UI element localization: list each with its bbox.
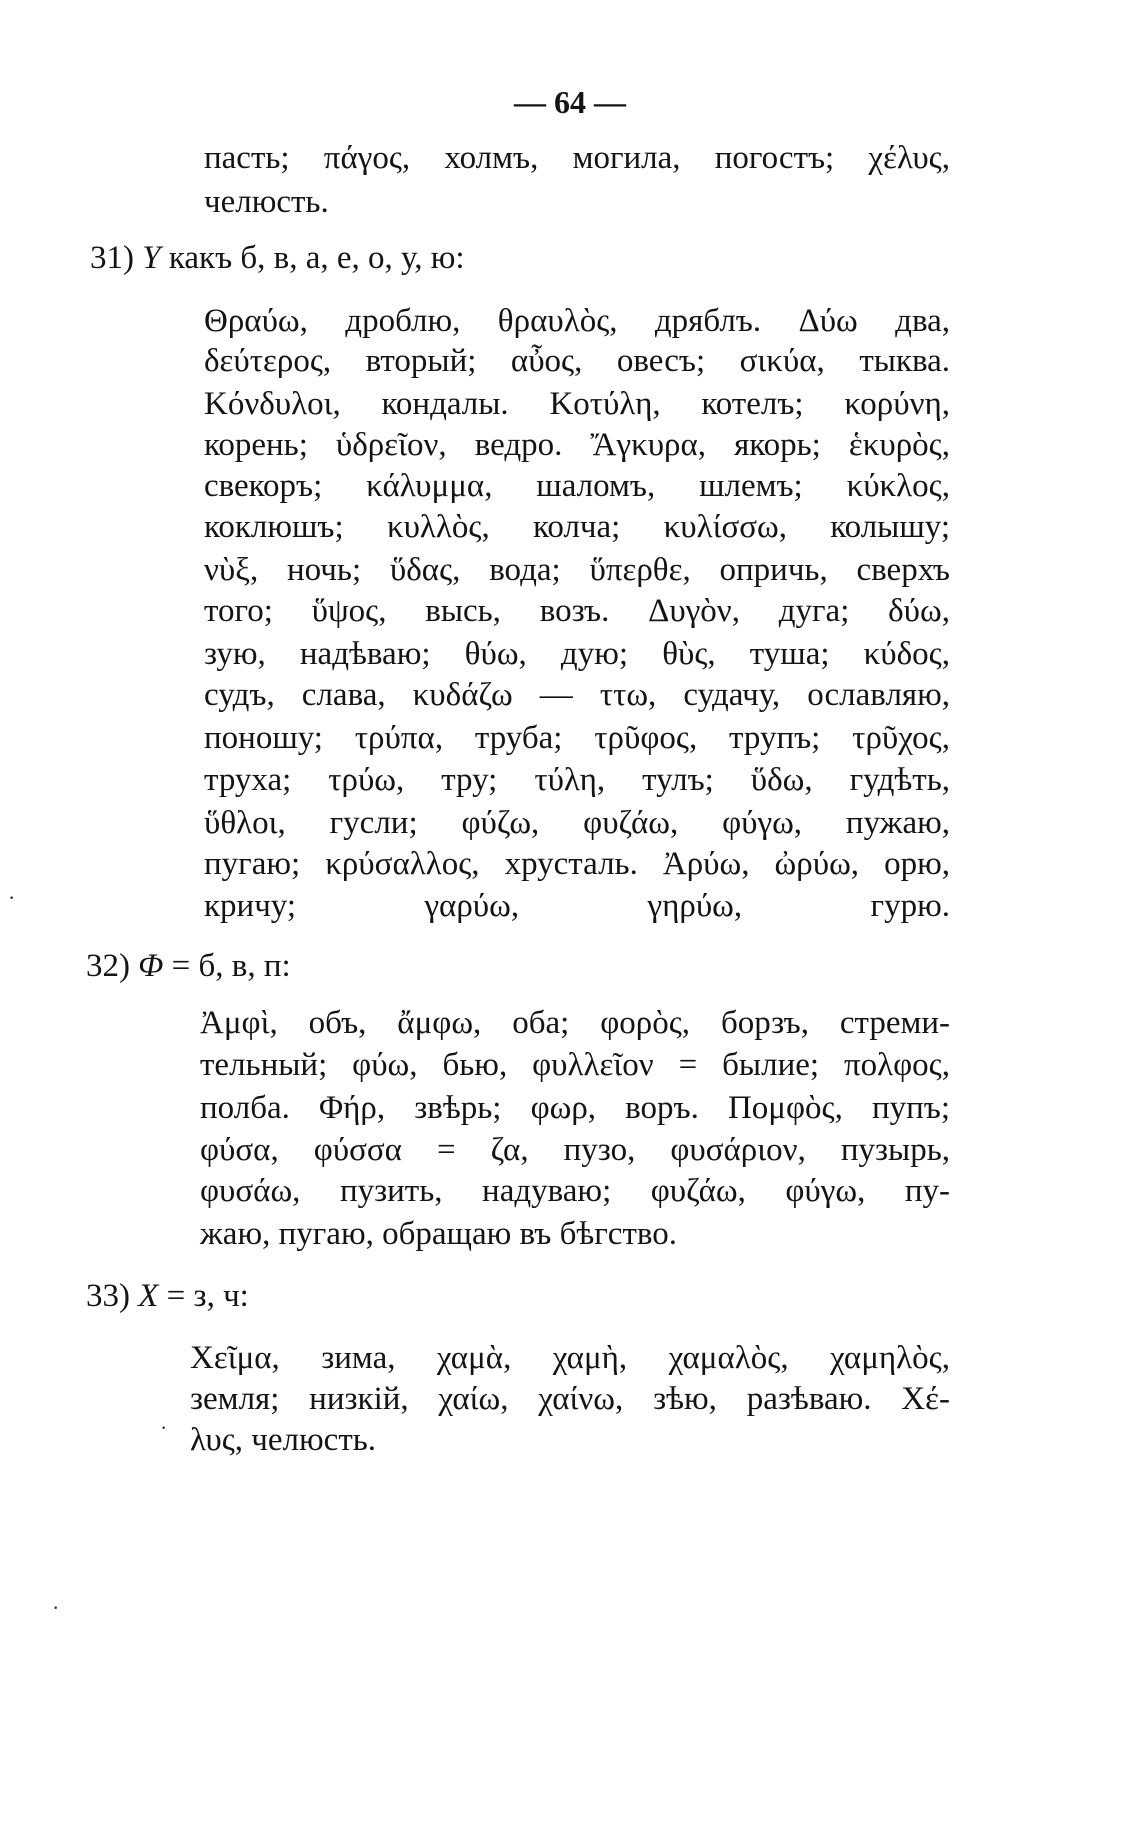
section-letter: Υ <box>142 240 161 276</box>
section-heading-32 <box>86 948 291 985</box>
text-line: Θραύω, дроблю, θραυλὸς, дряблъ. Δύω два, <box>204 303 950 339</box>
section-heading-31 <box>90 240 465 277</box>
text-line: полба. Φήρ, звѣрь; φωρ, воръ. Πομφὸς, пупъ; <box>200 1090 950 1126</box>
text-line: тельный; φύω, бью, φυλλεῖον = былие; πολφος, <box>200 1047 950 1083</box>
print-speck: · <box>160 1415 168 1440</box>
text-line: Χεῖμα, зима, χαμὰ, χαμὴ, χαμαλὸς, χαμηλὸς, <box>190 1340 950 1376</box>
section-rule: = з, ч: <box>166 1278 249 1314</box>
text-line: жаю, пугаю, обращаю въ бѣгство. <box>200 1216 677 1252</box>
section-rule: какъ б, в, а, е, о, у, ю: <box>168 240 465 276</box>
text-line: зую, надѣваю; θύω, дую; θὺς, туша; κύδος, <box>204 636 950 672</box>
text-line: Κόνδυλοι, кондалы. Κοτύλη, котелъ; κορύνη, <box>204 386 950 422</box>
text-line: νὺξ, ночь; ὕδας, вода; ὕπερθε, опричь, сверхъ <box>204 552 950 588</box>
text-line: Ἀμφὶ, объ, ἄμφω, оба; φορὸς, борзъ, стреми- <box>200 1005 950 1041</box>
text-line: ὕθλοι, гусли; φύζω, φυζάω, φύγω, пужаю, <box>204 805 950 841</box>
text-line: пасть; πάγος, холмъ, могила, погостъ; χέλυς, <box>204 140 950 176</box>
section-rule: = б, в, п: <box>171 948 291 984</box>
page-number: — 64 — <box>514 84 626 120</box>
text-line: труха; τρύω, тру; τύλη, тулъ; ὕδω, гудѣть, <box>204 762 950 798</box>
text-line: корень; ὑδρεῖον, ведро. Ἄγκυρα, якорь; ἑκυρὸς, <box>204 427 950 463</box>
text-line: пугаю; κρύσαλλος, хрусталь. Ἀρύω, ὠρύω, орю, <box>204 846 950 882</box>
text-line: φύσα, φύσσα = ζα, пузо, φυσάριον, пузырь, <box>200 1132 950 1168</box>
section-number: 32) <box>86 948 130 984</box>
print-speck: · <box>52 1595 60 1620</box>
text-line: земля; низкій, χαίω, χαίνω, зѣю, разѣваю. Χέ- <box>190 1381 950 1417</box>
text-line: кричу; γαρύω, γηρύω, гурю. <box>204 888 950 924</box>
text-line: того; ὕψος, высь, возъ. Δυγὸν, дуга; δύω, <box>204 593 950 629</box>
text-line: λυς, челюсть. <box>190 1422 377 1458</box>
text-line: свекоръ; κάλυμμα, шаломъ, шлемъ; κύκλος, <box>204 468 950 504</box>
print-speck: · <box>8 885 16 910</box>
section-letter: Χ <box>138 1278 159 1314</box>
text-line: поношу; τρύπα, труба; τρῦφος, трупъ; τρῦχος, <box>204 720 950 756</box>
text-line: коклюшъ; κυλλὸς, колча; κυλίσσω, колышу; <box>204 509 950 545</box>
text-line: φυσάω, пузить, надуваю; φυζάω, φύγω, пу- <box>200 1173 950 1209</box>
section-number: 31) <box>90 240 134 276</box>
text-line: судъ, слава, κυδάζω — ττω, судачу, ославляю, <box>204 677 950 713</box>
section-letter: Φ <box>138 948 164 984</box>
section-heading-33 <box>86 1278 249 1315</box>
text-line: челюсть. <box>204 184 329 220</box>
section-number: 33) <box>86 1278 130 1314</box>
text-line: δεύτερος, вторый; αὖος, овесъ; σικύα, тыква. <box>204 343 950 379</box>
